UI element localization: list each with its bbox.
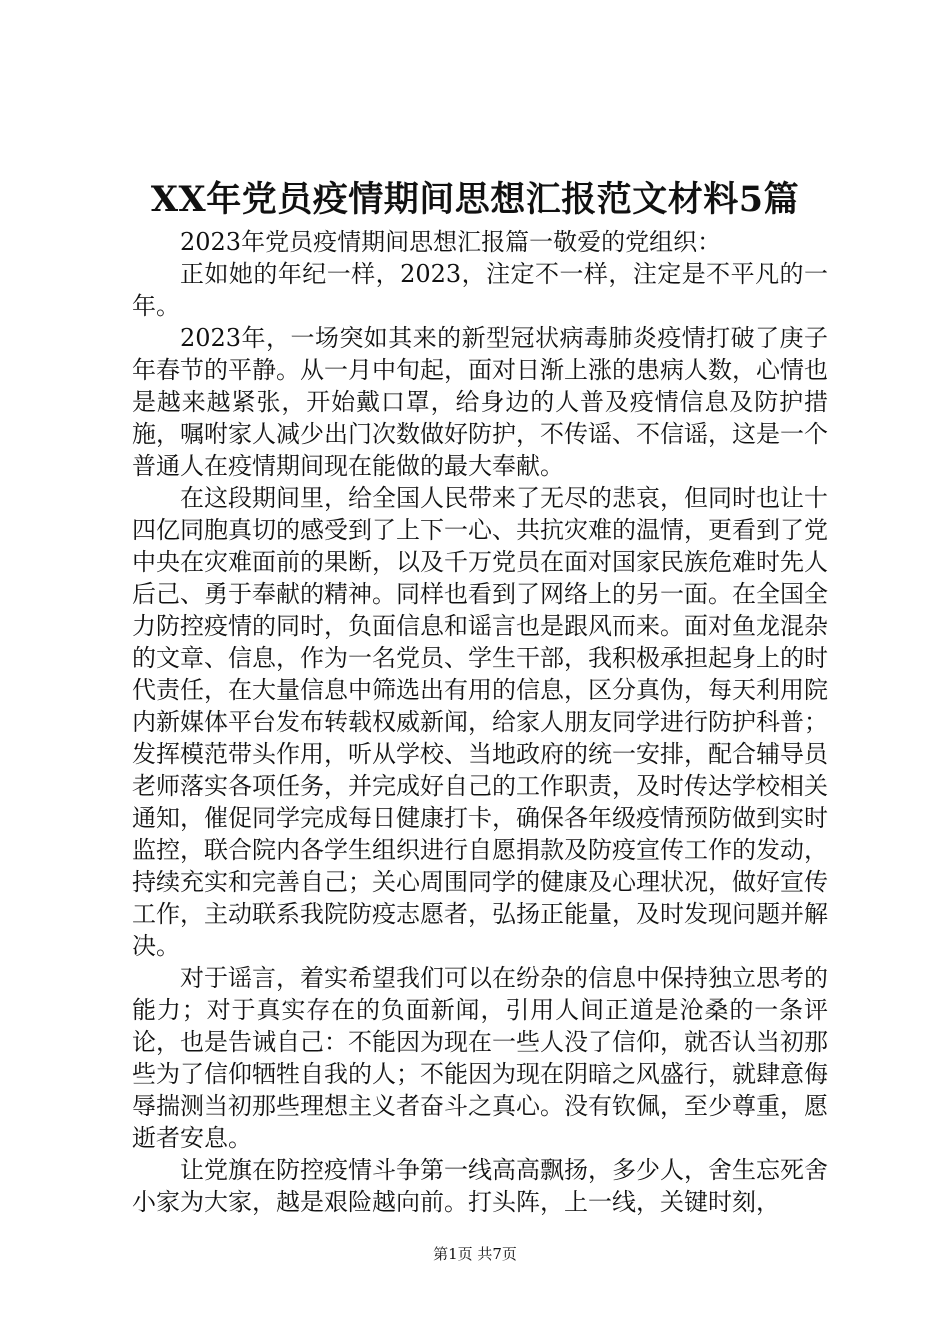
paragraph-6: 让党旗在防控疫情斗争第一线高高飘扬，多少人，舍生忘死舍小家为大家，越是艰险越向前。打头阵，上一线，关键时刻，: [132, 1156, 828, 1216]
paragraph-3: 2023年，一场突如其来的新型冠状病毒肺炎疫情打破了庚子年春节的平静。从一月中旬起，面对日渐上涨的患病人数，心情也是越来越紧张，开始戴口罩，给身边的人普及疫情信息及防护措施，嘱咐家人减少出门次数做好防护，不传谣、不信谣，这是一个普通人在疫情期间现在能做的最大奉献。: [132, 324, 828, 480]
paragraph-2: 正如她的年纪一样，2023，注定不一样，注定是不平凡的一年。: [132, 260, 828, 320]
page-footer: 第1页 共7页: [433, 1245, 517, 1263]
paragraph-5: 对于谣言，着实希望我们可以在纷杂的信息中保持独立思考的能力；对于真实存在的负面新闻，引用人间正道是沧桑的一条评论，也是告诫自己：不能因为现在一些人没了信仰，就否认当初那些为了信仰牺牲自我的人；不能因为现在阴暗之风盛行，就肆意侮辱揣测当初那些理想主义者奋斗之真心。没有钦佩，至少尊重，愿逝者安息。: [132, 964, 828, 1152]
document-body: [132, 226, 828, 1218]
document-title: XX年党员疫情期间思想汇报范文材料5篇: [150, 179, 800, 220]
paragraph-4: 在这段期间里，给全国人民带来了无尽的悲哀，但同时也让十四亿同胞真切的感受到了上下一心、共抗灾难的温情，更看到了党中央在灾难面前的果断，以及千万党员在面对国家民族危难时先人后己、勇于奉献的精神。同样也看到了网络上的另一面。在全国全力防控疫情的同时，负面信息和谣言也是跟风而来。面对鱼龙混杂的文章、信息，作为一名党员、学生干部，我积极承担起身上的时代责任，在大量信息中筛选出有用的信息，区分真伪，每天利用院内新媒体平台发布转载权威新闻，给家人朋友同学进行防护科普；发挥模范带头作用，听从学校、当地政府的统一安排，配合辅导员老师落实各项任务，并完成好自己的工作职责，及时传达学校相关通知，催促同学完成每日健康打卡，确保各年级疫情预防做到实时监控，联合院内各学生组织进行自愿捐款及防疫宣传工作的发动，持续充实和完善自己；关心周围同学的健康及心理状况，做好宣传工作，主动联系我院防疫志愿者，弘扬正能量，及时发现问题并解决。: [132, 484, 828, 960]
paragraph-1: 2023年党员疫情期间思想汇报篇一敬爱的党组织：: [180, 228, 722, 256]
